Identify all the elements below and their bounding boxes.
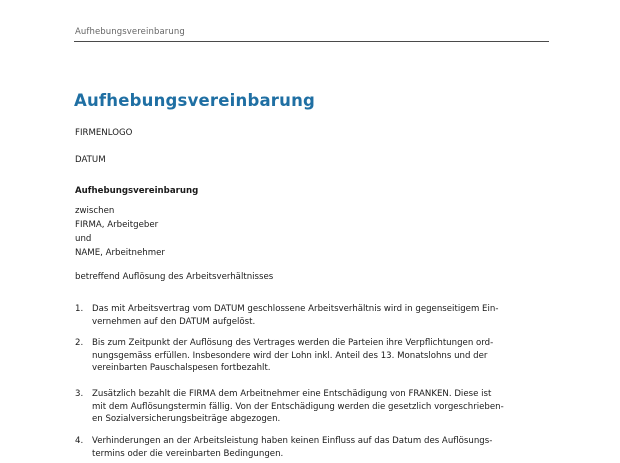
clause-line: en Sozialversicherungsbeiträge abgezogen. — [92, 414, 281, 424]
clause-line: nungsgemäss erfüllen. Insbesondere wird der Lohn inkl. Anteil des 13. Monatslohns und der — [92, 350, 488, 361]
clause-line: termins oder die vereinbarten Bedingungen. — [92, 448, 284, 459]
clause-line: Zusätzlich bezahlt die FIRMA dem Arbeitnehmer eine Entschädigung von FRANKEN. Diese ist — [92, 389, 492, 399]
clause-number: 2. — [75, 338, 84, 348]
subject-heading: Aufhebungsvereinbarung — [75, 186, 199, 196]
document-title: Aufhebungsvereinbarung — [74, 91, 316, 110]
clause-text — [92, 337, 549, 375]
date-placeholder: DATUM — [75, 155, 106, 165]
clause-text — [92, 303, 549, 328]
clause-number: 1. — [75, 304, 84, 314]
party-employee: NAME, Arbeitnehmer — [75, 248, 165, 258]
clause-number: 3. — [75, 389, 84, 399]
clause-text — [92, 388, 549, 426]
parties-between: zwischen — [75, 206, 115, 216]
running-header: Aufhebungsvereinbarung — [75, 27, 185, 37]
clause-line: Verhinderungen an der Arbeitsleistung haben keinen Einfluss auf das Datum des Auflösungs- — [92, 436, 493, 446]
clause-line: mit dem Auflösungstermin fällig. Von der Entschädigung werden die gesetzlich vorgeschrieben- — [92, 401, 504, 412]
logo-placeholder: FIRMENLOGO — [75, 128, 133, 138]
clause-line: Bis zum Zeitpunkt der Auflösung des Vertrages werden die Parteien ihre Verpflichtungen ord- — [92, 338, 494, 348]
clause-line: vernehmen auf den DATUM aufgelöst. — [92, 316, 256, 327]
header-divider — [74, 41, 549, 42]
regarding-line: betreffend Auflösung des Arbeitsverhältnisses — [75, 272, 274, 282]
clause-text — [92, 435, 549, 460]
clause-line: vereinbarten Pauschalspesen fortbezahlt. — [92, 363, 271, 373]
party-employer: FIRMA, Arbeitgeber — [75, 220, 159, 230]
clause-number: 4. — [75, 436, 84, 446]
clause-line: Das mit Arbeitsvertrag vom DATUM geschlossene Arbeitsverhältnis wird in gegenseitigem Ein- — [92, 304, 499, 314]
parties-and: und — [75, 234, 92, 244]
